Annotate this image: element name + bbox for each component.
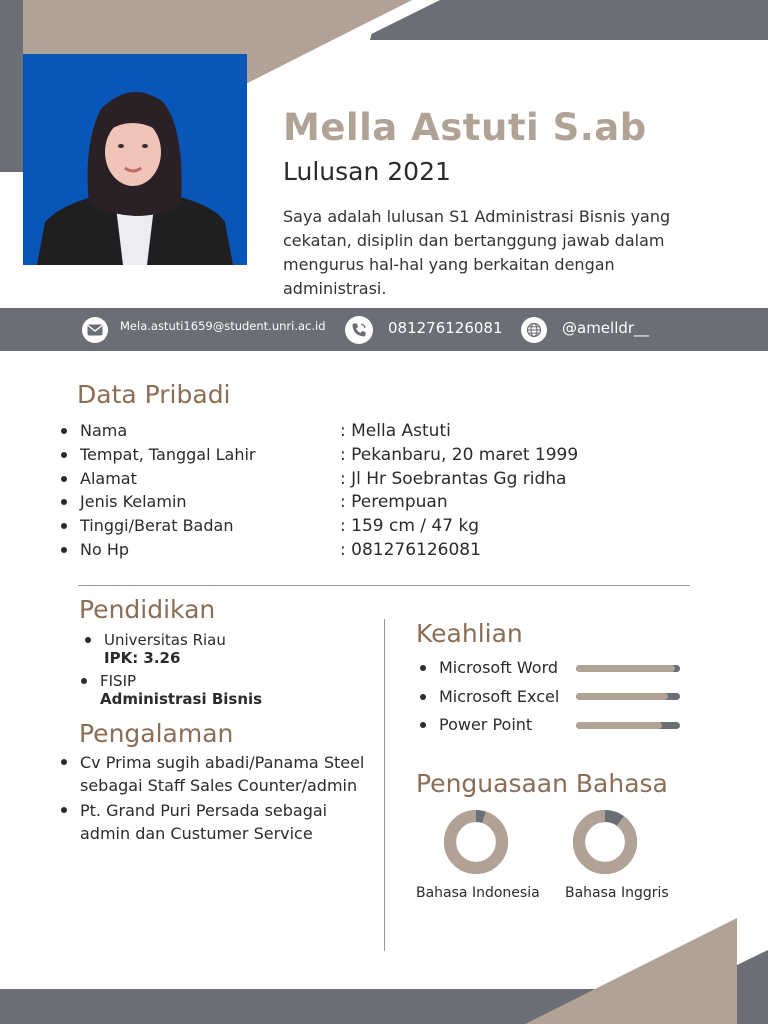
profile-photo	[23, 54, 247, 265]
data-value: : 081276126081	[340, 539, 481, 560]
data-pribadi-values	[340, 421, 578, 564]
bottom-right-slate	[737, 950, 768, 1024]
phone-icon	[345, 316, 373, 344]
skill-bar-fill	[576, 722, 662, 729]
data-value: : Perempuan	[340, 492, 448, 513]
data-value: : Jl Hr Soebrantas Gg ridha	[340, 468, 567, 489]
data-label: Alamat	[80, 469, 256, 493]
candidate-name: Mella Astuti S.ab	[283, 106, 647, 149]
education-item	[104, 631, 226, 667]
contact-bar	[0, 308, 768, 351]
mail-icon	[82, 317, 108, 343]
education-major: Administrasi Bisnis	[100, 690, 263, 708]
pendidikan-heading: Pendidikan	[79, 595, 216, 624]
data-value: : Mella Astuti	[340, 421, 451, 441]
skill-bar-word	[576, 665, 680, 672]
data-label: Tempat, Tanggal Lahir	[80, 445, 256, 469]
data-label: Nama	[80, 421, 256, 445]
skill-label: Power Point	[439, 715, 559, 744]
education-institution: Universitas Riau	[104, 631, 226, 649]
data-pribadi-labels	[80, 421, 256, 564]
experience-item: Cv Prima sugih abadi/Panama Steel sebagai Staff Sales Counter/admin	[80, 751, 380, 797]
data-value: : 159 cm / 47 kg	[340, 516, 480, 537]
pengalaman-list	[80, 751, 380, 847]
candidate-subtitle: Lulusan 2021	[283, 157, 451, 186]
keahlian-list	[439, 658, 559, 744]
globe-icon	[521, 317, 547, 343]
donut-fill	[450, 816, 502, 868]
profile-summary: Saya adalah lulusan S1 Administrasi Bisnis yang cekatan, disiplin dan bertanggung jawab dalam mengurus hal-hal yang berkaitan dengan administrasi.	[283, 207, 671, 298]
education-faculty: FISIP	[100, 672, 137, 690]
skill-label: Microsoft Excel	[439, 687, 559, 716]
skill-bar-fill	[576, 693, 668, 700]
pengalaman-heading: Pengalaman	[79, 719, 234, 748]
bahasa-heading: Penguasaan Bahasa	[416, 769, 668, 798]
language-donut-indonesia	[443, 809, 509, 875]
language-label-indonesia: Bahasa Indonesia	[416, 885, 540, 901]
skill-label: Microsoft Word	[439, 658, 559, 687]
column-divider	[384, 619, 385, 951]
top-left-slate	[0, 0, 23, 172]
education-detail: IPK: 3.26	[104, 649, 181, 667]
data-value: : Pekanbaru, 20 maret 1999	[340, 444, 579, 465]
top-right-band	[370, 0, 768, 40]
pendidikan-list-2	[100, 672, 262, 708]
contact-social[interactable]: @amelldr__	[562, 319, 650, 337]
experience-item: Pt. Grand Puri Persada sebagai admin dan Custumer Service	[80, 799, 380, 845]
language-label-inggris: Bahasa Inggris	[565, 885, 669, 901]
contact-phone[interactable]: 081276126081	[388, 319, 503, 337]
skill-bar-fill	[576, 665, 675, 672]
data-label: No Hp	[80, 540, 256, 564]
language-donut-inggris	[572, 809, 638, 875]
donut-fill	[579, 816, 631, 868]
pendidikan-list	[104, 631, 226, 667]
data-label: Tinggi/Berat Badan	[80, 516, 256, 540]
skill-bar-excel	[576, 693, 680, 700]
contact-email[interactable]: Mela.astuti1659@student.unri.ac.id	[120, 319, 326, 333]
data-label: Jenis Kelamin	[80, 492, 256, 516]
education-item	[100, 672, 262, 708]
data-pribadi-heading: Data Pribadi	[77, 380, 231, 409]
keahlian-heading: Keahlian	[416, 619, 523, 648]
skill-bar-powerpoint	[576, 722, 680, 729]
section-divider	[78, 585, 690, 586]
